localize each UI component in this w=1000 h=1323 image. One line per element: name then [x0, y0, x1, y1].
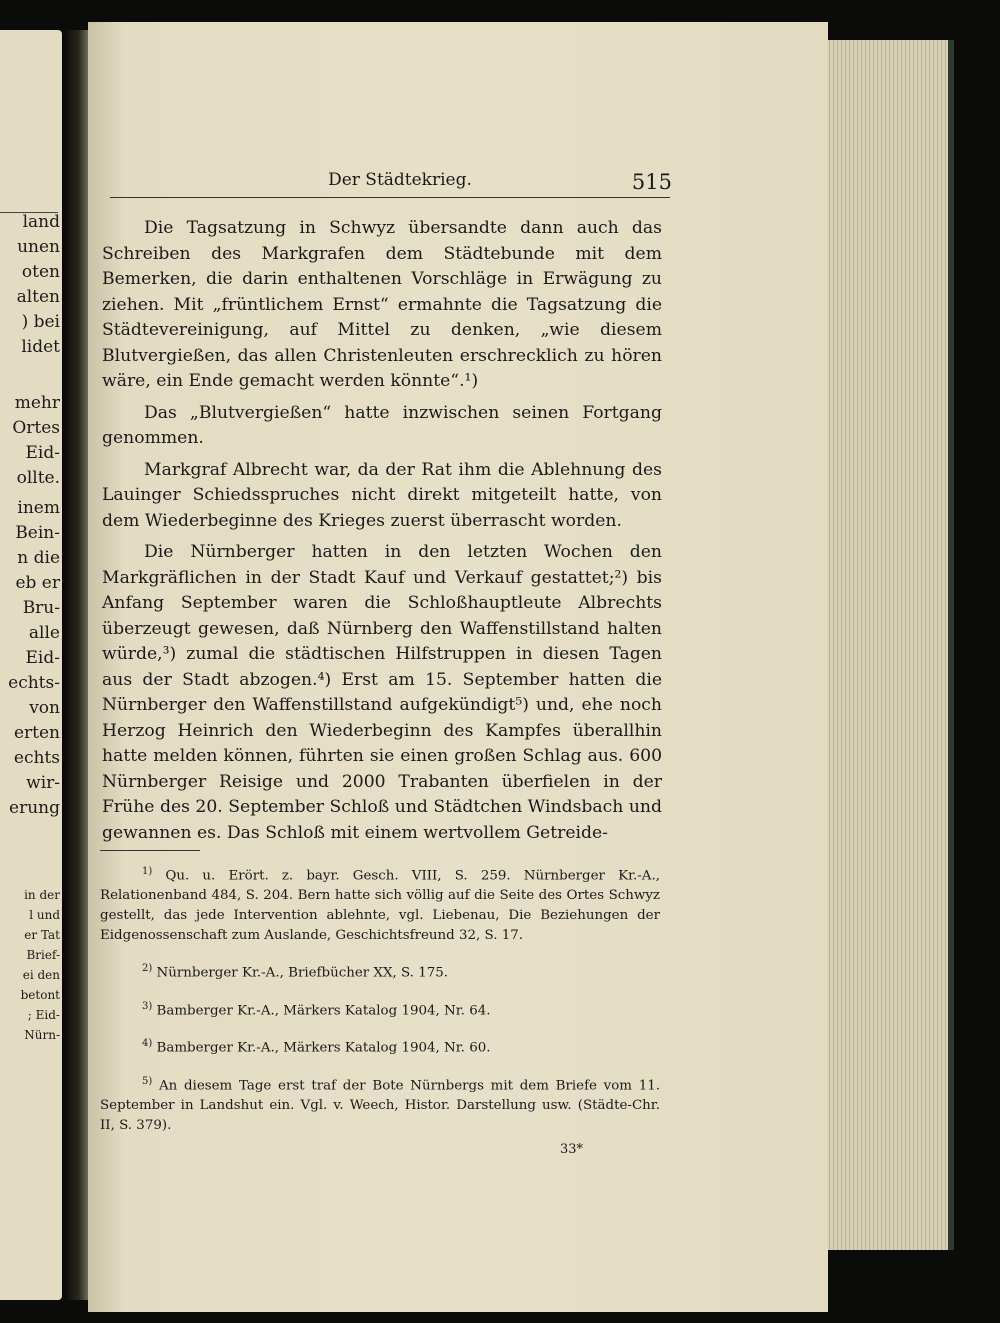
footnote-mark: 1): [142, 866, 153, 877]
left-fragment: betont: [20, 988, 60, 1002]
footnote-text: Bamberger Kr.-A., Märkers Katalog 1904, Nr. 64.: [156, 1003, 491, 1019]
left-fragment: Bein-: [15, 523, 60, 543]
footnote: [100, 959, 660, 983]
footnote: [100, 862, 660, 946]
left-fragment: Eid-: [25, 443, 60, 463]
left-fragment: mehr: [14, 393, 60, 413]
footnote-rule: [100, 850, 200, 851]
header-rule: [110, 197, 670, 198]
footnote-mark: 2): [142, 963, 153, 975]
footnote: [100, 1072, 660, 1136]
left-fragment: inem: [17, 498, 60, 518]
footnote-mark: 5): [142, 1075, 153, 1087]
left-page-edge: [0, 30, 62, 1300]
left-fragment: von: [29, 698, 60, 718]
page-edges: [826, 40, 954, 1250]
footnote-text: Bamberger Kr.-A., Märkers Katalog 1904, Nr. 60.: [156, 1040, 491, 1056]
paragraph: Das „Blutvergießen“ hatte inzwischen seinen Fortgang genommen.: [102, 402, 662, 448]
left-fragment: lidet: [21, 337, 60, 357]
left-fragment: wir-: [26, 773, 60, 793]
book-gutter: [62, 30, 90, 1300]
left-fragment: Eid-: [25, 648, 60, 668]
paragraph: Die Tagsatzung in Schwyz übersandte dann auch das Schreiben des Markgrafen dem Städtebunde mit dem Bemerken, die darin enthaltenen Vorschläge in Erwägung zu ziehen. Mit „früntlichem Ernst“ ermahnte die Tagsatzung die Städtevereinigung, auf Mittel zu denken, „wie diesem Blutvergießen, das allen Christenleuten erschrecklich zu hören wäre, ein Ende gemacht werden könnte“.¹): [102, 218, 662, 391]
left-fragment: land: [22, 212, 60, 232]
left-fragment: l und: [29, 908, 60, 922]
left-fragment: eb er: [15, 573, 60, 593]
left-fragment: ollte.: [16, 468, 60, 488]
running-head: Der Städtekrieg.: [328, 170, 472, 190]
page-number: 515: [631, 170, 672, 194]
footnote-text: Nürnberger Kr.-A., Briefbücher XX, S. 175.: [156, 965, 449, 981]
signature-mark: 33*: [560, 1142, 584, 1157]
left-fragment: erten: [13, 723, 60, 743]
footnote: [100, 997, 660, 1021]
left-fragment: echts-: [8, 673, 60, 693]
left-fragment: alten: [16, 287, 60, 307]
left-fragment: Brief-: [26, 948, 60, 962]
footnote-mark: 4): [142, 1038, 153, 1050]
left-fragment: er Tat: [24, 928, 60, 942]
left-fragment: alle: [28, 623, 60, 643]
left-fragment: erung: [9, 798, 60, 818]
left-fragment: Bru-: [22, 598, 60, 618]
paragraph: Markgraf Albrecht war, da der Rat ihm die Ablehnung des Lauinger Schiedsspruches nicht direkt mitgeteilt hatte, von dem Wiederbeginne des Krieges zuerst überrascht worden.: [102, 459, 662, 531]
left-fragment: Nürn-: [24, 1028, 60, 1042]
left-fragment: Ortes: [12, 418, 60, 438]
footnote-text: Qu. u. Erört. z. bayr. Gesch. VIII, S. 259. Nürnberger Kr.-A., Relationenband 484, S. 204. Bern hatte sich völlig auf die Seite des Ortes Schwyz gestellt, das jede Intervention ablehnte, vgl. Liebenau, Die Beziehungen der Eidgenossenschaft zum Auslande, Geschichtsfreund 32, S. 17.: [100, 868, 660, 944]
left-fragment: unen: [17, 237, 60, 257]
left-fragment: ; Eid-: [27, 1008, 60, 1022]
left-fragment: echts: [13, 748, 60, 768]
footnotes: [100, 862, 660, 1149]
footnote-mark: 3): [142, 1000, 153, 1012]
footnote-text: An diesem Tage erst traf der Bote Nürnbergs mit dem Briefe vom 11. September in Landshut ein. Vgl. v. Weech, Histor. Darstellung usw. (Städte-Chr. II, S. 379).: [100, 1078, 660, 1134]
left-fragment: oten: [21, 262, 60, 282]
left-fragment: n die: [17, 548, 60, 568]
left-fragment: in der: [24, 888, 60, 902]
paragraph: Die Nürnberger hatten in den letzten Wochen den Markgräflichen in der Stadt Kauf und Verkauf gestattet;²) bis Anfang September waren die Schloßhauptleute Albrechts überzeugt gewesen, daß Nürnberg den Waffenstillstand halten würde,³) zumal die städtischen Hilfstruppen in diesen Tagen aus der Stadt abzogen.⁴) Erst am 15. September hatten die Nürnberger den Waffenstillstand aufgekündigt⁵) und, ehe noch Herzog Heinrich den Wiederbeginn des Kampfes überallhin hatte melden können, führten sie einen großen Schlag aus. 600 Nürnberger Reisige und 2000 Trabanten überfielen in der Frühe des 20. September Schloß und Städtchen Windsbach und gewannen es. Das Schloß mit einem wertvollem Getreide-: [102, 542, 662, 843]
footnote: [100, 1034, 660, 1058]
left-fragment: ei den: [22, 968, 60, 982]
left-fragment: ) bei: [21, 312, 60, 332]
body-text: [102, 216, 662, 852]
